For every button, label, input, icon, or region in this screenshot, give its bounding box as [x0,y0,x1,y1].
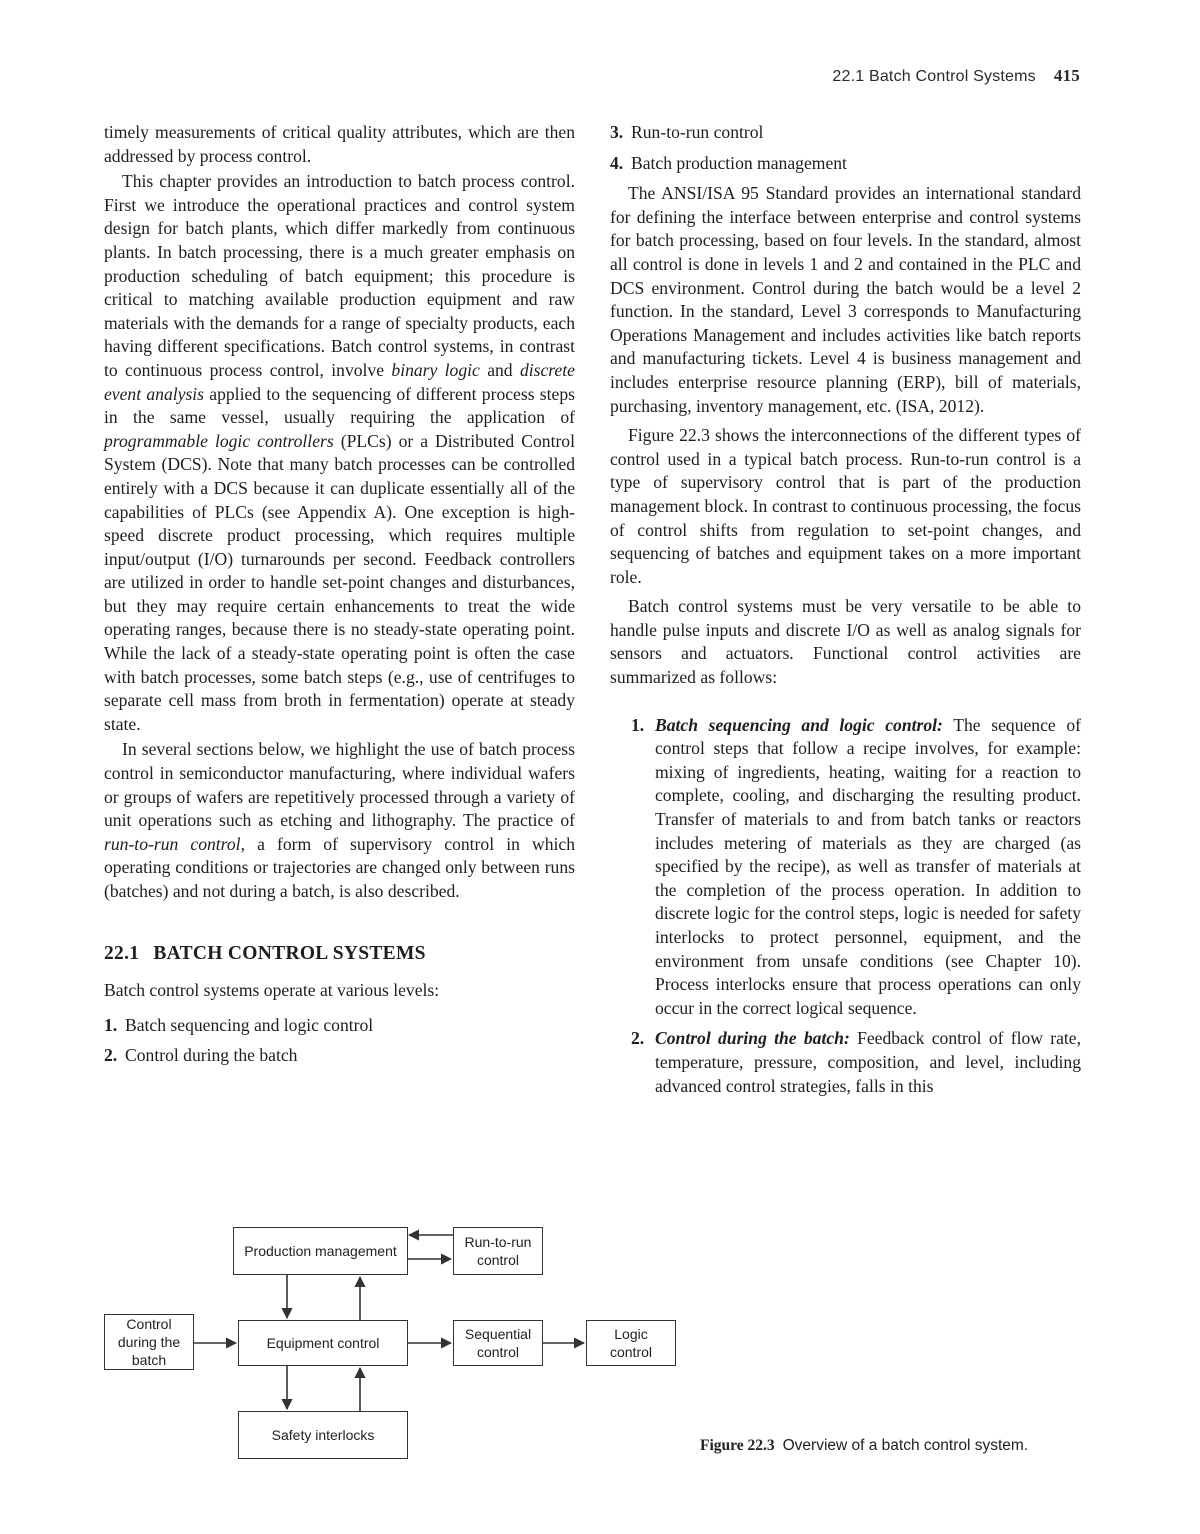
box-production-management: Production management [233,1227,408,1275]
term-binary-logic: binary logic [391,359,480,380]
levels-list-left [104,1014,575,1068]
term-run-to-run: run-to-run control [104,833,241,854]
box-run-to-run-control: Run-to-run control [453,1227,543,1275]
box-sequential-control: Sequential control [453,1320,543,1366]
box-safety-interlocks: Safety interlocks [238,1411,408,1459]
box-control-during-batch: Control during the batch [104,1314,194,1370]
section-number: 22.1 [104,942,140,964]
running-head-section: 22.1 Batch Control Systems [832,68,1036,85]
paragraph-intro: This chapter provides an introduction to batch process control. First we introduce the operational practices and control system design for batch plants, which differ markedly from continuous plants. In batch processing, there is a much greater emphasis on production scheduling of batch equipment; this procedure is critical to matching available production equipment and raw materials with the demands for a range of specialty products, each having different specifications. Batch control systems, in contrast to continuous process control, involve binary logic and discrete event analysis applied to the sequencing of different process steps in the same vessel, usually requiring the application of programmable logic controllers (PLCs) or a Distributed Control System (DCS). Note that many batch processes can be controlled entirely with a DCS because it can duplicate essentially all of the capabilities of PLCs (see Appendix A). One exception is high-speed discrete product processing, which requires multiple input/output (I/O) turnarounds per second. Feedback controllers are utilized in order to handle set-point changes and disturbances, but they may require certain enhancements to treat the wide operating ranges, because there is no steady-state operating point. While the lack of a steady-state operating point is often the case with batch processes, some batch steps (e.g., use of centrifuges to separate cell mass from broth in fermentation) operate at steady state. [104,171,575,734]
running-head [832,66,1080,86]
list-item: 2. Control during the batch [104,1045,298,1066]
box-equipment-control: Equipment control [238,1320,408,1366]
figure-batch-control [100,1222,690,1462]
activities-list [610,714,1081,1099]
section-heading [104,942,575,966]
list-item: 2. Control during the batch: Feedback control of flow rate, temperature, pressure, composition, and level, including advanced control strategies, falls in this [631,1028,1081,1096]
box-logic-control: Logic control [586,1320,676,1366]
paragraph-versatile: Batch control systems must be very versatile to be able to handle pulse inputs and discrete I/O as well as analog signals for sensors and actuators. Functional control activities are summarized as follows: [610,596,1081,688]
paragraph-semiconductor: In several sections below, we highlight the use of batch process control in semiconductor manufacturing, where individual wafers or groups of wafers are repetitively processed through a variety of unit operations such as etching and lithography. The practice of run-to-run control, a form of supervisory control in which operating conditions or trajectories are changed only between runs (batches) and not during a batch, is also described. [104,739,575,901]
term-plc: programmable logic controllers [104,430,334,451]
paragraph-figure-ref: Figure 22.3 shows the interconnections of the different types of control used in a typical batch process. Run-to-run control is a type of supervisory control that is part of the production management block. In contrast to continuous processing, the focus of control shifts from regulation to set-point changes, and sequencing of batches and equipment takes on a more important role. [610,425,1081,587]
list-item: 3. Run-to-run control [610,122,764,142]
levels-list-right [610,121,1081,175]
list-item: 1. Batch sequencing and logic control [104,1014,374,1035]
levels-intro: Batch control systems operate at various levels: [104,980,440,1001]
section-title: BATCH CONTROL SYSTEMS [153,942,426,964]
paragraph-continuation: timely measurements of critical quality attributes, which are then addressed by process control. [104,122,575,166]
figure-caption [700,1437,1028,1455]
list-item: 4. Batch production management [610,152,847,173]
list-item: 1. Batch sequencing and logic control: The sequence of control steps that follow a recipe involves, for example: mixing of ingredients, heating, waiting for a reaction to complete, cooling, and discharging the resulting product. Transfer of materials to and from batch tanks or reactors includes metering of materials as they are charged (as specified by the recipe), as well as transfer of materials at the completion of the process operation. In addition to discrete logic for the control steps, logic is needed for safety interlocks to protect personnel, equipment, and the environment from unsafe conditions (see Chapter 10). Process interlocks ensure that process operations can only occur in the correct logical sequence. [631,714,1082,1018]
page-number: 415 [1053,66,1080,85]
caption-label: Figure 22.3 [700,1437,775,1454]
caption-text: Overview of a batch control system. [782,1437,1029,1454]
paragraph-isa95: The ANSI/ISA 95 Standard provides an international standard for defining the interface between enterprise and control systems for batch processing, based on four levels. In the standard, almost all control is done in levels 1 and 2 and contained in the PLC and DCS environment. Control during the batch would be a level 2 function. In the standard, Level 3 corresponds to Manufacturing Operations Management and includes activities like batch reports and manufacturing tickets. Level 4 is business management and includes enterprise resource planning (ERP), bill of materials, purchasing, inventory management, etc. (ISA, 2012). [610,183,1081,416]
left-column [104,121,575,1075]
right-column [610,121,1081,1105]
term-discrete-event: discrete event analysis [104,359,575,404]
